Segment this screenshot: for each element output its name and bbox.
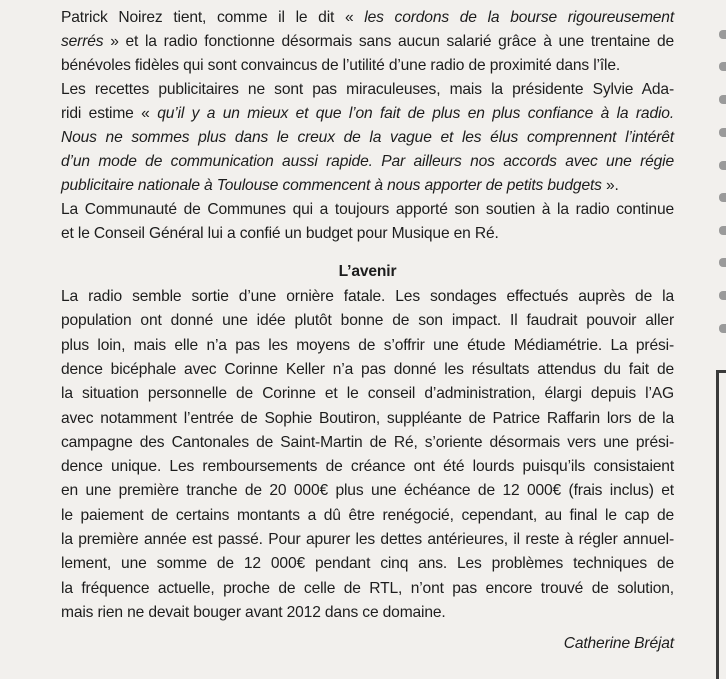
body-text: » et la radio fonctionne désormais sans aucun salarié grâce à une trentaine de: [103, 33, 674, 50]
text-line: [61, 54, 674, 78]
body-text: et le Conseil Général lui a confié un budget pour Musique en Ré.: [61, 225, 499, 242]
quote-text: qu’il y a un mieux et que l’on fait de plus en plus confiance à la radio.: [157, 105, 674, 122]
text-line: dence bicéphale avec Corinne Keller n’a pas donné les résultats attendus du fait de: [61, 361, 674, 378]
text-line: la première année est passé. Pour apurer les dettes antérieures, il reste à régler annuel-: [61, 531, 674, 548]
body-text: La Communauté de Communes qui a toujours apporté son soutien à la radio continue: [61, 201, 674, 218]
bleed-through-bullets: [714, 30, 726, 350]
text-line: [61, 222, 674, 246]
text-line: [61, 198, 674, 222]
body-text: Les recettes publicitaires ne sont pas miraculeuses, mais la présidente Sylvie Ada-: [61, 81, 674, 98]
body-text: Patrick Noirez tient, comme il le dit «: [61, 9, 365, 26]
text-line: le paiement de certains montants a dû être renégocié, cependant, au final le cap de: [61, 507, 674, 524]
quote-text: publicitaire nationale à Toulouse commencent à nous apporter de petits budgets: [61, 177, 602, 194]
body-text: ».: [601, 177, 619, 194]
author-signature: Catherine Bréjat: [563, 635, 674, 652]
text-line: [61, 78, 674, 102]
previous-line-fragment: [90, 0, 390, 2]
bleed-through-frame: [716, 370, 726, 679]
text-line: [61, 6, 674, 30]
text-line: [61, 150, 674, 174]
text-line: dence unique. Les remboursements de créance ont été lourds puisqu’ils consistaient: [61, 458, 674, 475]
text-line: La radio semble sortie d’une ornière fatale. Les sondages effectués auprès de la: [61, 288, 674, 305]
text-line: population ont donné une idée plutôt bonne de son impact. Il faudrait pouvoir aller: [61, 312, 674, 329]
text-line: en une première tranche de 20 000€ plus une échéance de 12 000€ (frais inclus) et: [61, 482, 674, 499]
text-line: [61, 126, 674, 150]
text-line: avec notamment l’entrée de Sophie Boutiron, suppléante de Patrice Raffarin lors de la: [61, 410, 674, 427]
text-line: campagne des Cantonales de Saint-Martin de Ré, s’oriente désormais vers une prési-: [61, 434, 674, 451]
body-text: ridi estime «: [61, 105, 158, 122]
quote-text: d’un mode de communication aussi rapide. Par ailleurs nos accords avec une régie: [61, 153, 674, 170]
text-line: lement, une somme de 12 000€ pendant cinq ans. Les problèmes techniques de: [61, 555, 674, 572]
text-line: la situation personnelle de Corinne et le conseil d’administration, élargi depuis l’AG: [61, 385, 674, 402]
text-line: mais rien ne devait bouger avant 2012 dans ce domaine.: [61, 604, 446, 621]
text-line: [61, 30, 674, 54]
text-line: plus loin, mais elle n’a pas les moyens de s’offrir une étude Médiamétrie. La prési-: [61, 337, 674, 354]
text-line: [61, 102, 674, 126]
quote-text: serrés: [61, 33, 104, 50]
section-heading: L’avenir: [338, 263, 397, 280]
quote-text: Nous ne sommes plus dans le creux de la vague et les élus comprennent l’intérêt: [61, 129, 674, 146]
text-line: [61, 174, 674, 198]
body-text: bénévoles fidèles qui sont convaincus de l’utilité d’une radio de proximité dans l’île.: [61, 57, 621, 74]
quote-text: les cordons de la bourse rigoureusement: [364, 9, 675, 26]
text-line: la fréquence actuelle, proche de celle de RTL, n’ont pas encore trouvé de solution,: [61, 580, 674, 597]
